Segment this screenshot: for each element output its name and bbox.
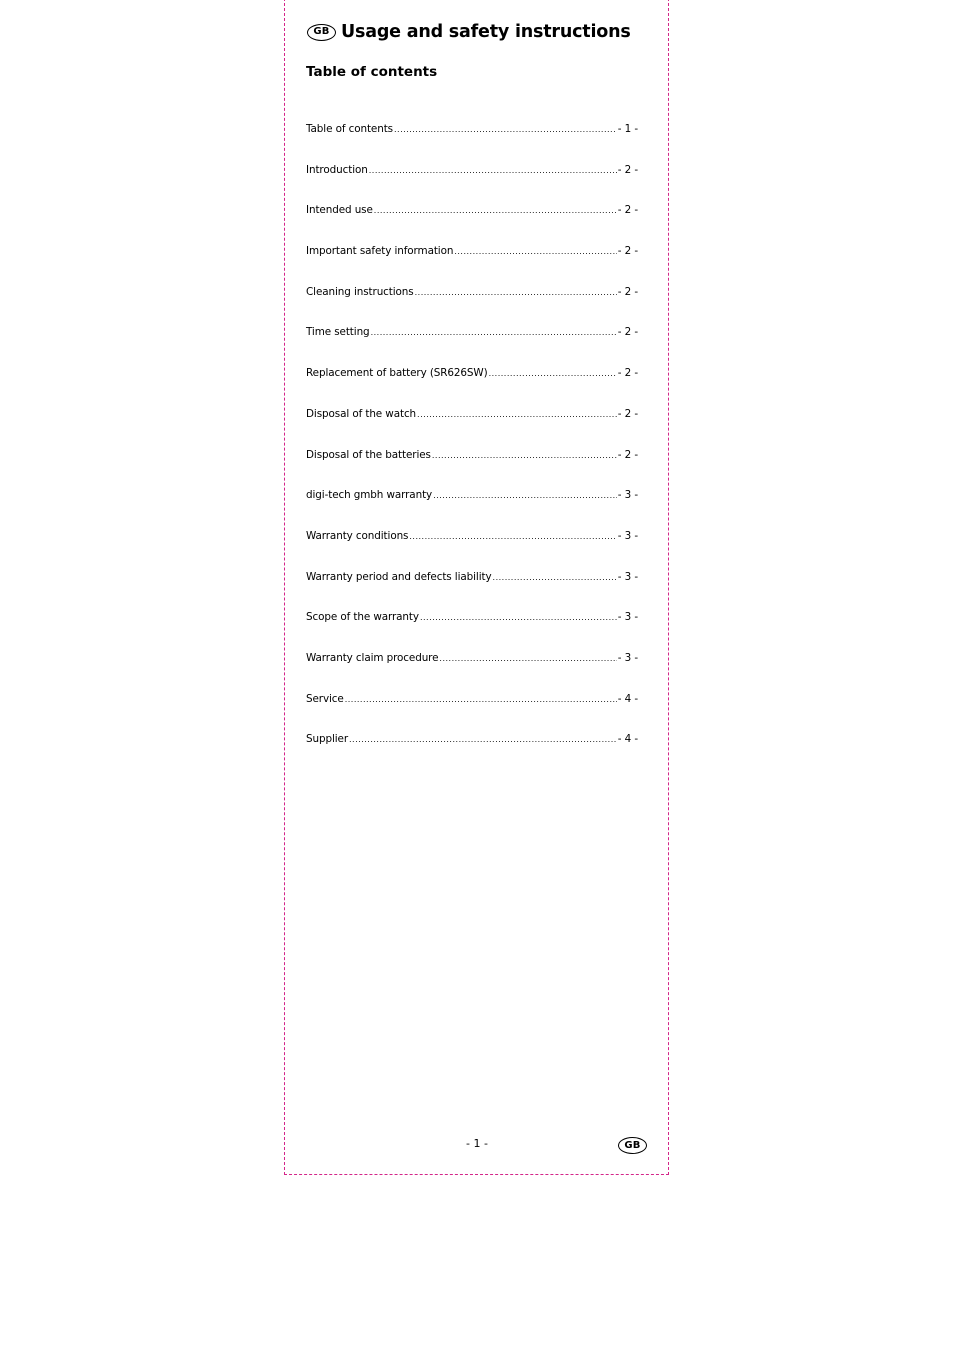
toc-entry-scope-of-the-warranty[interactable] [306, 611, 638, 652]
footer-page-number: - 1 - [466, 1137, 488, 1150]
toc-dot-leader [374, 206, 617, 215]
toc-entry-label: Disposal of the batteries [306, 448, 431, 461]
toc-entry-warranty-claim-procedure[interactable] [306, 652, 638, 693]
toc-entry-intended-use[interactable] [306, 204, 638, 245]
toc-entry-disposal-of-the-batteries[interactable] [306, 449, 638, 490]
toc-entry-time-setting[interactable] [306, 326, 638, 367]
toc-entry-label: Intended use [306, 204, 373, 217]
toc-entry-supplier[interactable] [306, 733, 638, 774]
toc-entry-page: - 2 - [617, 367, 638, 380]
toc-entry-introduction[interactable] [306, 164, 638, 205]
toc-entry-page: - 2 - [617, 448, 638, 461]
toc-entry-page: - 4 - [617, 692, 638, 705]
toc-entry-page: - 3 - [617, 611, 638, 624]
toc-entry-label: Service [306, 692, 344, 705]
toc-entry-label: Supplier [306, 733, 349, 746]
page-heading [307, 22, 631, 42]
toc-dot-leader [415, 288, 617, 297]
toc-entry-page: - 2 - [617, 163, 638, 176]
toc-entry-page: - 3 - [617, 570, 638, 583]
toc-dot-leader [493, 573, 617, 582]
toc-entry-label: Warranty period and defects liability [306, 570, 492, 583]
toc-entry-label: Time setting [306, 326, 370, 339]
toc-entry-disposal-of-the-watch[interactable] [306, 408, 638, 449]
toc-dot-leader [371, 328, 617, 337]
toc-entry-page: - 3 - [617, 489, 638, 502]
toc-entry-cleaning-instructions[interactable] [306, 286, 638, 327]
toc-entry-digi-tech-gmbh-warranty[interactable] [306, 489, 638, 530]
toc-entry-page: - 4 - [617, 733, 638, 746]
toc-entry-page: - 2 - [617, 204, 638, 217]
toc-dot-leader [433, 491, 617, 500]
toc-entry-page: - 2 - [617, 326, 638, 339]
toc-entry-label: Warranty claim procedure [306, 651, 439, 664]
toc-entry-page: - 3 - [617, 651, 638, 664]
toc-dot-leader [432, 451, 617, 460]
toc-title: Table of contents [306, 64, 438, 80]
toc-entry-replacement-of-battery[interactable] [306, 367, 638, 408]
toc-dot-leader [420, 613, 617, 622]
toc-entry-page: - 2 - [617, 245, 638, 258]
toc-entry-warranty-conditions[interactable] [306, 530, 638, 571]
toc-entry-label: Cleaning instructions [306, 285, 414, 298]
toc-entry-important-safety-information[interactable] [306, 245, 638, 286]
toc-entry-label: digi-tech gmbh warranty [306, 489, 433, 502]
toc-entry-label: Warranty conditions [306, 529, 409, 542]
toc-entry-warranty-period-and-defects-liability[interactable] [306, 571, 638, 612]
toc-dot-leader [349, 735, 617, 744]
toc-entry-label: Introduction [306, 163, 368, 176]
toc-entry-label: Replacement of battery (SR626SW) [306, 367, 488, 380]
toc-entry-label: Table of contents [306, 123, 393, 135]
toc-entry-page: - 1 - [617, 123, 638, 135]
toc-dot-leader [454, 247, 616, 256]
toc-entry-table-of-contents[interactable] [306, 123, 638, 164]
toc-dot-leader [394, 125, 617, 134]
toc-dot-leader [409, 532, 616, 541]
toc-dot-leader [369, 166, 617, 175]
toc-entry-label: Important safety information [306, 245, 454, 258]
toc-entry-label: Disposal of the watch [306, 407, 417, 420]
toc-entry-page: - 3 - [617, 529, 638, 542]
toc-dot-leader [345, 695, 617, 704]
toc-entry-page: - 2 - [617, 407, 638, 420]
toc-entry-label: Scope of the warranty [306, 611, 419, 624]
toc-list [306, 123, 638, 774]
toc-dot-leader [417, 410, 617, 419]
toc-entry-service[interactable] [306, 693, 638, 734]
toc-entry-page: - 2 - [617, 285, 638, 298]
page-title: Usage and safety instructions [341, 22, 631, 42]
toc-dot-leader [439, 654, 616, 663]
toc-dot-leader [489, 369, 617, 378]
gb-language-badge-icon: GB [618, 1137, 647, 1154]
gb-language-badge-icon: GB [307, 24, 336, 41]
